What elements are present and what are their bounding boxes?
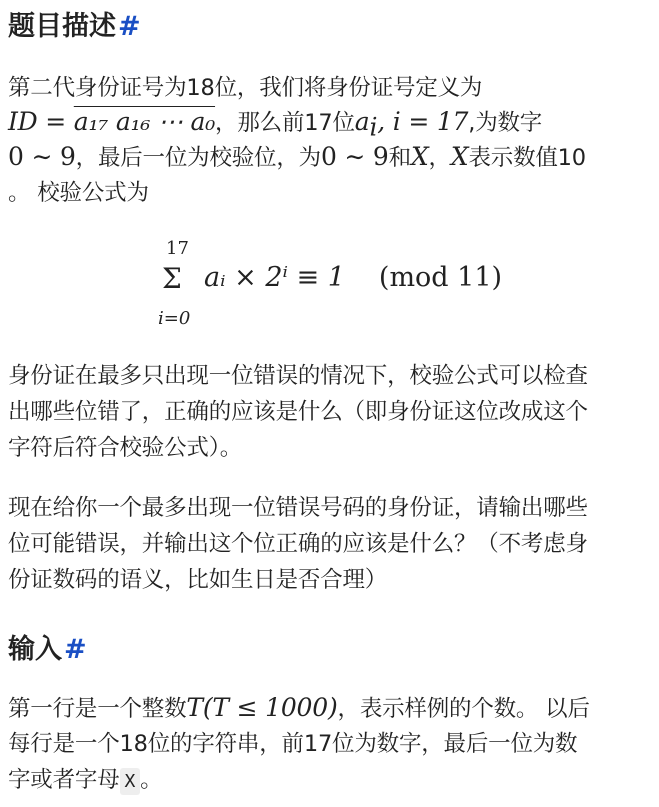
text-span: 现在给你一个最多出现一位错误号码的身份证，请输出哪些 bbox=[8, 495, 588, 521]
checksum-formula bbox=[158, 238, 518, 334]
paragraph-line bbox=[8, 394, 588, 430]
math-i-equals: , i = 17 bbox=[377, 107, 469, 136]
paragraph-line bbox=[8, 139, 586, 176]
formula-term: aᵢ × 2ⁱ ≡ 1 bbox=[204, 262, 345, 293]
text-span: ,为数字 bbox=[468, 110, 543, 136]
text-span: 身份证在最多只出现一位错误的情况下，校验公式可以检查 bbox=[8, 363, 588, 389]
math-subscript-i: i bbox=[369, 112, 378, 142]
sum-lower-bound: i=0 bbox=[158, 308, 191, 329]
text-span: ，最后一位为校验位，为 bbox=[75, 145, 321, 171]
math-x: X bbox=[450, 142, 469, 171]
paragraph-line bbox=[8, 726, 577, 762]
math-equals: = bbox=[37, 107, 74, 136]
section-title-text: 输入 bbox=[8, 634, 62, 665]
text-span: 。 校验公式为 bbox=[8, 180, 149, 206]
heading-anchor-link[interactable]: # bbox=[118, 11, 141, 42]
paragraph-line bbox=[8, 358, 588, 394]
text-span: 字符后符合校验公式）。 bbox=[8, 435, 243, 461]
math-range: 0 ∼ 9 bbox=[8, 142, 76, 171]
paragraph-line bbox=[8, 762, 162, 800]
section-title-input bbox=[8, 632, 87, 668]
text-span: ，表示样例的个数。 以后 bbox=[337, 696, 590, 722]
math-digit-sequence: a₁₇ a₁₆ ⋯ a₀ bbox=[73, 107, 216, 136]
formula-body bbox=[204, 262, 502, 293]
text-span: 第一行是一个整数 bbox=[8, 696, 187, 722]
sum-upper-bound: 17 bbox=[166, 238, 189, 259]
paragraph-line bbox=[8, 430, 242, 466]
text-span: 位可能错误，并输出这个位正确的应该是什么？（不考虑身 bbox=[8, 531, 588, 557]
text-span: 字或者字母 bbox=[8, 767, 120, 793]
text-span: 每行是一个18位的字符串，前17位为数字，最后一位为数 bbox=[8, 731, 578, 757]
math-range: 0 ∼ 9 bbox=[320, 142, 389, 171]
math-id: ID bbox=[8, 107, 38, 136]
math-t-constraint: T(T ≤ 1000) bbox=[186, 693, 338, 722]
text-span: 份证数码的语义，比如生日是否合理） bbox=[8, 567, 388, 593]
text-span: ， bbox=[428, 145, 451, 171]
inline-code-x: X bbox=[120, 768, 141, 795]
paragraph-line bbox=[8, 175, 149, 211]
text-span: 。 bbox=[140, 767, 163, 793]
section-title-text: 题目描述 bbox=[8, 11, 116, 42]
text-span: ，那么前17位 bbox=[215, 110, 355, 136]
paragraph-line-id-definition bbox=[8, 104, 542, 141]
paragraph-line bbox=[8, 70, 482, 106]
paragraph-line bbox=[8, 690, 590, 727]
math-a: a bbox=[354, 107, 370, 136]
paragraph-line bbox=[8, 562, 387, 598]
section-title-problem-description bbox=[8, 9, 141, 45]
text-span: 表示数值10 bbox=[468, 145, 586, 171]
paragraph-line bbox=[8, 526, 588, 562]
math-x: X bbox=[410, 142, 429, 171]
text-span: 出哪些位错了，正确的应该是什么（即身份证这位改成这个 bbox=[8, 399, 588, 425]
formula-mod: (mod 11) bbox=[378, 262, 503, 293]
paragraph-line bbox=[8, 490, 588, 526]
text-span: 第二代身份证号为18位，我们将身份证号定义为 bbox=[8, 75, 483, 101]
sigma-symbol: Σ bbox=[162, 262, 182, 295]
text-span: 和 bbox=[388, 145, 411, 171]
heading-anchor-link[interactable]: # bbox=[64, 634, 87, 665]
